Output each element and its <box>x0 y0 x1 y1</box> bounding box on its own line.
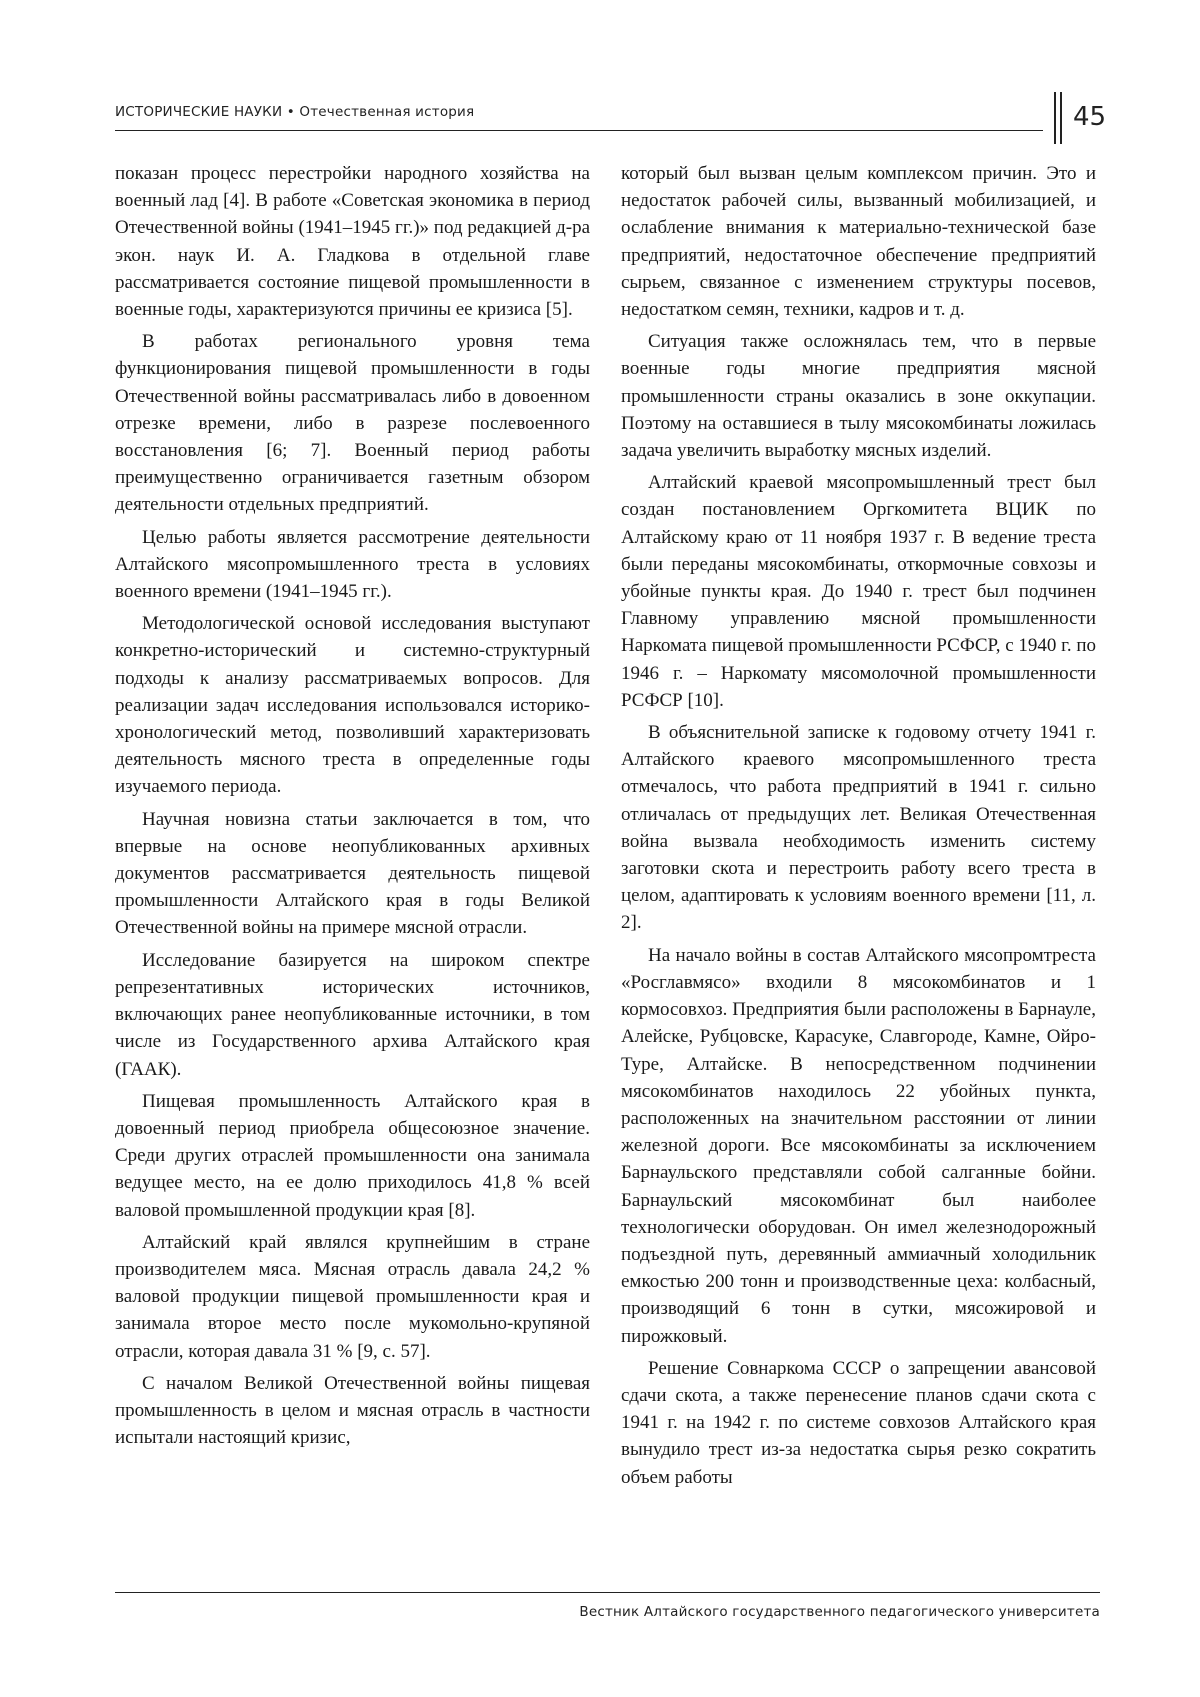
paragraph: Ситуация также осложнялась тем, что в первые военные годы многие предприятия мясной промышленности страны оказались в зоне оккупации. Поэтому на оставшиеся в тылу мясокомбинаты ложилась задача увеличить выработку мясных изделий. <box>621 331 1096 462</box>
header-vertical-bar <box>1060 92 1062 144</box>
paragraph: На начало войны в состав Алтайского мясопромтреста «Росглавмясо» входили 8 мясокомбинатов и 1 кормосовхоз. Предприятия были расположены в Барнауле, Алейске, Рубцовске, Карасуке, Славгороде, Камне, Ойро-Туре, Алтайске. В непосредственном подчинении мясокомбинатов находилось 22 убойных пункта, расположенных на значительном расстоянии от линии железной дороги. Все мясокомбинаты за исключением Барнаульского представляли собой салганные бойни. Барнаульский мясокомбинат был наиболее технологически оборудован. Он имел железнодорожный подъездной путь, деревянный аммиачный холодильник емкостью 200 тонн и производственные цеха: колбасный, производящий 6 тонн в сутки, мясожировой и пирожковый. <box>621 944 1096 1347</box>
footer-rule <box>115 1592 1100 1593</box>
header-section: ИСТОРИЧЕСКИЕ НАУКИ <box>115 104 283 120</box>
header-subsection: Отечественная история <box>299 104 475 120</box>
paragraph: С началом Великой Отечественной войны пищевая промышленность в целом и мясная отрасль в частности испытали настоящий кризис, <box>115 1372 590 1449</box>
paragraph: В работах регионального уровня тема функционирования пищевой промышленности в годы Отечественной войны рассматривалась либо в довоенном отрезке времени, либо в разрезе послевоенного восстановления [6; 7]. Военный период работы преимущественно ограничивается газетным обзором деятельности отдельных предприятий. <box>115 331 590 516</box>
paragraph: который был вызван целым комплексом причин. Это и недостаток рабочей силы, вызванный мобилизацией, и ослабление внимания к материально-технической базе предприятий, недостаточное обеспечение предприятий сырьем, связанное с изменением структуры посевов, недостатком семян, техники, кадров и т. д. <box>621 163 1096 321</box>
header-rule <box>115 130 1043 131</box>
paragraph: Методологической основой исследования выступают конкретно-исторический и системно-структурный подходы к анализу рассматриваемых вопросов. Для реализации задач исследования использовался историко-хронологический метод, позволивший характеризовать деятельность мясного треста в определенные годы изучаемого периода. <box>115 613 590 798</box>
paragraph: Решение Совнаркома СССР о запрещении авансовой сдачи скота, а также перенесение планов сдачи скота с 1941 г. на 1942 г. по системе совхозов Алтайского края вынудило трест из-за недостатка сырья резко сократить объем работы <box>621 1357 1096 1488</box>
header-vertical-bar <box>1054 92 1056 144</box>
running-header <box>115 98 1045 138</box>
paragraph: Пищевая промышленность Алтайского края в довоенный период приобрела общесоюзное значение. Среди других отраслей промышленности она занимала ведущее место, на ее долю приходилось 41,8 % всей валовой промышленной продукции края [8]. <box>115 1090 590 1221</box>
paragraph: показан процесс перестройки народного хозяйства на военный лад [4]. В работе «Советская экономика в период Отечественной войны (1941–1945 гг.)» под редакцией д-ра экон. наук И. А. Гладкова в отдельной главе рассматривается состояние пищевой промышленности в военные годы, характеризуются причины ее кризиса [5]. <box>115 163 590 321</box>
right-column <box>621 160 1096 1496</box>
paragraph: Алтайский край являлся крупнейшим в стране производителем мяса. Мясная отрасль давала 24,2 % валовой продукции пищевой промышленности края и занимала второе место после мукомольно-крупяной отрасли, которая давала 31 % [9, с. 57]. <box>115 1231 590 1362</box>
header-separator: • <box>282 104 300 120</box>
paragraph: В объяснительной записке к годовому отчету 1941 г. Алтайского краевого мясопромышленного треста отмечалось, что работа предприятий в 1941 г. сильно отличалась от предыдущих лет. Великая Отечественная война вызвала необходимость изменить систему заготовки скота и перестроить работу всего треста в целом, адаптировать к условиям военного времени [11, л. 2]. <box>621 722 1096 934</box>
journal-title: Вестник Алтайского государственного педагогического университета <box>579 1604 1100 1620</box>
paragraph: Целью работы является рассмотрение деятельности Алтайского мясопромышленного треста в условиях военного времени (1941–1945 гг.). <box>115 526 590 603</box>
left-column <box>115 160 590 1456</box>
paragraph: Исследование базируется на широком спектре репрезентативных исторических источников, включающих ранее неопубликованные источники, в том числе из Государственного архива Алтайского края (ГААК). <box>115 949 590 1080</box>
header-section-title <box>115 104 474 120</box>
page-number: 45 <box>1073 102 1107 132</box>
paragraph: Научная новизна статьи заключается в том, что впервые на основе неопубликованных архивных документов рассматривается деятельность пищевой промышленности Алтайского края в годы Великой Отечественной войны на примере мясной отрасли. <box>115 808 590 939</box>
paragraph: Алтайский краевой мясопромышленный трест был создан постановлением Оргкомитета ВЦИК по Алтайскому краю от 11 ноября 1937 г. В ведение треста были переданы мясокомбинаты, откормочные совхозы и убойные пункты края. До 1940 г. трест был подчинен Главному управлению мясной промышленности Наркомата пищевой промышленности РСФСР, с 1940 г. по 1946 г. – Наркомату мясомолочной промышленности РСФСР [10]. <box>621 472 1096 711</box>
